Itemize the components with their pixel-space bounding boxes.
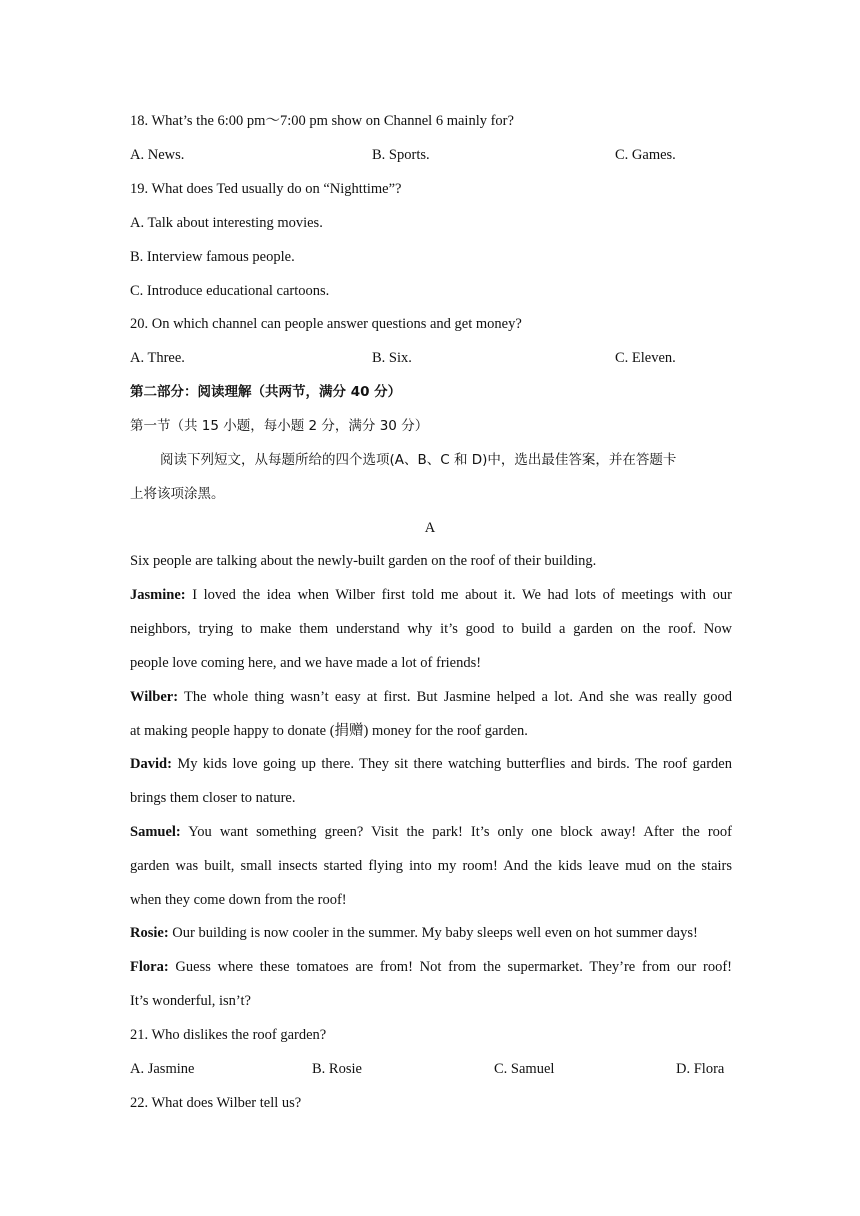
speech-text: Guess where these tomatoes are from! Not from the supermarket. They’re from our roof! [168, 959, 732, 975]
passage-intro: Six people are talking about the newly-built garden on the roof of their building. [130, 553, 597, 569]
option-b: B. Interview famous people. [130, 249, 295, 265]
speech-text: You want something green? Visit the park! It’s only one block away! After the roof [180, 824, 732, 840]
speech-text: I loved the idea when Wilber first told me about it. We had lots of meetings with our [185, 587, 732, 603]
jasmine-line-2: neighbors, trying to make them understand why it’s good to build a garden on the roof. Now [130, 621, 732, 637]
option-a: A. Talk about interesting movies. [130, 215, 323, 231]
speaker-name: Flora: [130, 959, 169, 975]
option-c: C. Eleven. [615, 350, 676, 366]
question-19: 19. What does Ted usually do on “Nighttime”? [130, 181, 402, 197]
question-21: 21. Who dislikes the roof garden? [130, 1027, 327, 1043]
instructions-line-2: 上将该项涂黑。 [130, 486, 225, 502]
option-c: C. Games. [615, 147, 676, 163]
samuel-line-3: when they come down from the roof! [130, 892, 347, 908]
passage-label: A [424, 520, 436, 536]
option-b: B. Six. [372, 350, 412, 366]
part-heading: 第一节（共 15 小题，每小题 2 分，满分 30 分） [130, 418, 429, 434]
rosie-line-1 [130, 916, 698, 950]
option-a: A. Jasmine [130, 1061, 195, 1077]
question-20: 20. On which channel can people answer questions and get money? [130, 316, 522, 332]
option-a: A. Three. [130, 350, 185, 366]
jasmine-line-1 [130, 578, 732, 612]
flora-line-2: It’s wonderful, isn’t? [130, 993, 251, 1009]
option-d: D. Flora [676, 1061, 725, 1077]
wilber-line-2: at making people happy to donate (捐赠) money for the roof garden. [130, 723, 528, 739]
option-c: C. Samuel [494, 1061, 555, 1077]
option-c: C. Introduce educational cartoons. [130, 283, 330, 299]
david-line-2: brings them closer to nature. [130, 790, 296, 806]
speaker-name: Jasmine: [130, 587, 186, 603]
option-b: B. Rosie [312, 1061, 362, 1077]
speech-text: My kids love going up there. They sit there watching butterflies and birds. The roof garden [171, 756, 732, 772]
option-a: A. News. [130, 147, 185, 163]
speaker-name: David: [130, 756, 172, 772]
speech-text: The whole thing wasn’t easy at first. But Jasmine helped a lot. And she was really good [178, 689, 732, 705]
wilber-line-1 [130, 680, 732, 714]
section-heading: 第二部分：阅读理解（共两节，满分 40 分） [130, 384, 402, 400]
flora-line-1 [130, 950, 732, 984]
samuel-line-1 [130, 815, 732, 849]
speaker-name: Samuel: [130, 824, 181, 840]
instructions-line-1: 阅读下列短文，从每题所给的四个选项(A、B、C 和 D)中，选出最佳答案，并在答题卡 [160, 452, 677, 468]
jasmine-line-3: people love coming here, and we have made a lot of friends! [130, 655, 482, 671]
question-22: 22. What does Wilber tell us? [130, 1095, 302, 1111]
question-18: 18. What’s the 6:00 pm～7:00 pm show on Channel 6 mainly for? [130, 113, 514, 129]
speaker-name: Wilber: [130, 689, 179, 705]
david-line-1 [130, 747, 732, 781]
samuel-line-2: garden was built, small insects started flying into my room! And the kids leave mud on the stairs [130, 858, 732, 874]
speech-text: Our building is now cooler in the summer. My baby sleeps well even on hot summer days! [168, 925, 698, 941]
speaker-name: Rosie: [130, 925, 169, 941]
option-b: B. Sports. [372, 147, 430, 163]
